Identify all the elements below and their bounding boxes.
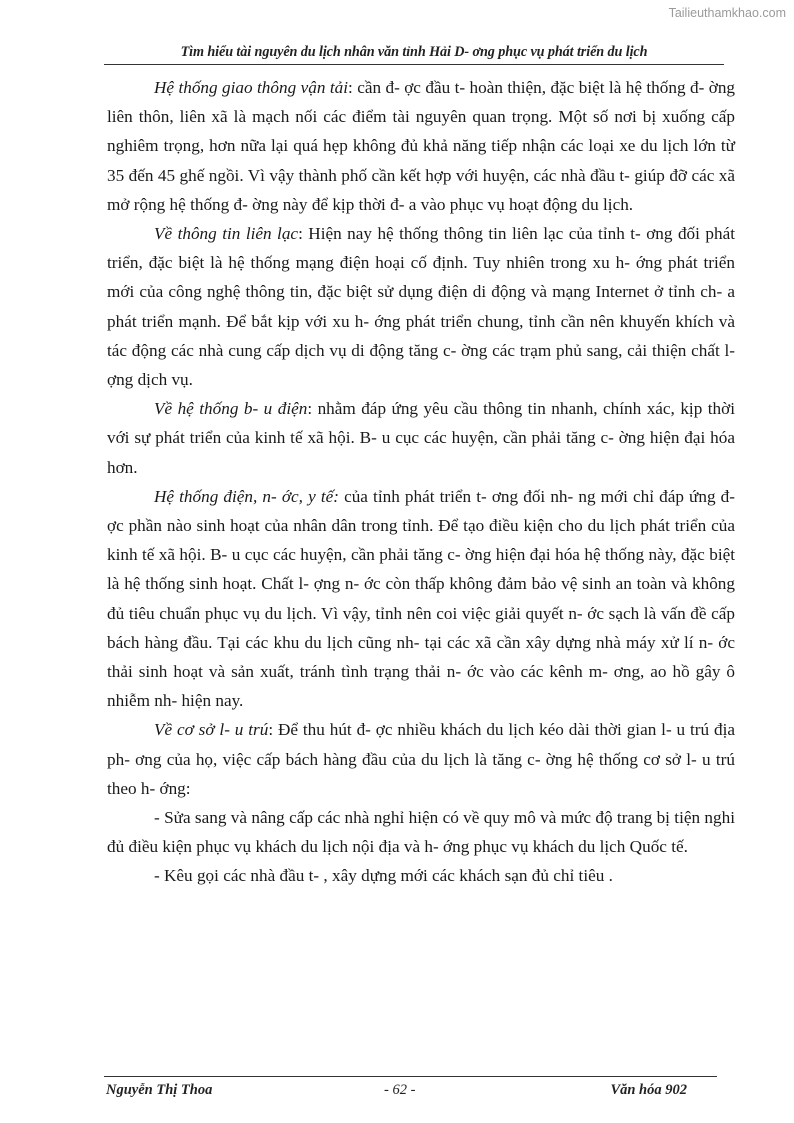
paragraph-text: : nhằm đáp ứng yêu cầu thông tin nhanh, chính xác, kịp thời với sự phát triển của kinh tế xã hội. B- u cục các huyện, cần phải tăng c- ờng hiện đại hóa hơn.	[107, 399, 735, 477]
running-footer	[104, 1082, 717, 1102]
paragraph-lead: Về hệ thống b- u điện	[154, 399, 308, 419]
paragraph-lead: Về thông tin liên lạc	[154, 224, 299, 244]
bullet-item: - Sửa sang và nâng cấp các nhà nghỉ hiện có về quy mô và mức độ trang bị tiện nghi đủ điều kiện phục vụ khách du lịch nội địa và h- ớng phục vụ khách du lịch Quốc tế.	[107, 808, 735, 857]
header-divider	[104, 64, 724, 65]
paragraph-transport	[107, 73, 735, 219]
document-body	[107, 73, 735, 891]
footer-course: Văn hóa 902	[610, 1082, 687, 1098]
paragraph-lead: Hệ thống giao thông vận tải	[154, 78, 348, 97]
watermark-text: Tailieuthamkhao.com	[668, 6, 786, 20]
paragraph-communication	[107, 219, 735, 394]
paragraph-lead: Về cơ sở l- u trú	[154, 720, 269, 740]
paragraph-lead: Hệ thống điện, n- ớc, y tế:	[154, 486, 339, 506]
paragraph-text: : cần đ- ợc đầu t- hoàn thiện, đặc biệt là hệ thống đ- ờng liên thôn, liên xã là mạch nối các điểm tài nguyên quan trọng. Một số nơi bị xuống cấp nghiêm trọng, hơn nữa lại quá hẹp không đủ khả năng tiếp nhận các loại xe du lịch lớn từ 35 đến 45 ghế ngồi. Vì vậy thành phố cần kết hợp với huyện, các nhà đầu t- giúp đỡ các xã mở rộng hệ thống đ- ờng này để kịp thời đ- a vào phục vụ hoạt động du lịch.	[107, 78, 736, 214]
footer-divider	[104, 1076, 717, 1077]
bullet-item: - Kêu gọi các nhà đầu t- , xây dựng mới các khách sạn đủ chỉ tiêu .	[154, 866, 613, 886]
paragraph-postal	[107, 394, 735, 482]
paragraph-utilities	[107, 482, 735, 716]
paragraph-text: : Hiện nay hệ thống thông tin liên lạc của tỉnh t- ơng đối phát triển, đặc biệt là hệ thống mạng điện hoại cố định. Tuy nhiên trong xu h- ớng phát triển mới của công nghệ thông tin, đặc biệt sử dụng điện di động và mạng Internet ở tỉnh ch- a phát triển mạnh. Để bắt kịp với xu h- ớng phát triển chung, tỉnh cần nên khuyến khích và tác động các nhà cung cấp dịch vụ di động tăng c- ờng các trạm phủ sang, cải thiện chất l- ợng dịch vụ.	[107, 224, 735, 390]
paragraph-accommodation	[107, 715, 735, 803]
paragraph-text: : Để thu hút đ- ợc nhiều khách du lịch kéo dài thời gian l- u trú địa ph- ơng của họ, việc cấp bách hàng đầu của du lịch là tăng c- ờng hệ thống cơ sở l- u trú theo h- ớng:	[107, 720, 735, 798]
running-header: Tìm hiểu tài nguyên du lịch nhân văn tỉnh Hải D- ơng phục vụ phát triển du lịch	[180, 44, 648, 60]
footer-author: Nguyễn Thị Thoa	[106, 1082, 213, 1098]
paragraph-text: của tỉnh phát triển t- ơng đối nh- ng mới chỉ đáp ứng đ- ợc phần nào sinh hoạt của nhân dân trong tỉnh. Để tạo điều kiện cho du lịch phát triển của kinh tế xã hội. B- u cục các huyện, cần phải tăng c- ờng hiện đại hóa hệ thống này, đặc biệt là hệ thống sinh hoạt. Chất l- ợng n- ớc còn thấp không đảm bảo vệ sinh an toàn và không đủ tiêu chuẩn phục vụ du lịch. Vì vậy, tỉnh nên coi việc giải quyết n- ớc sạch là vấn đề cấp bách hàng đầu. Tại các khu du lịch cũng nh- tại các xã cần xây dựng nhà máy xử lí n- ớc thải sinh hoạt và sản xuất, tránh tình trạng thải n- ớc vào các kênh m- ơng, ao hồ gây ô nhiễm nh- hiện nay.	[107, 486, 735, 711]
page-number: - 62 -	[384, 1082, 416, 1098]
